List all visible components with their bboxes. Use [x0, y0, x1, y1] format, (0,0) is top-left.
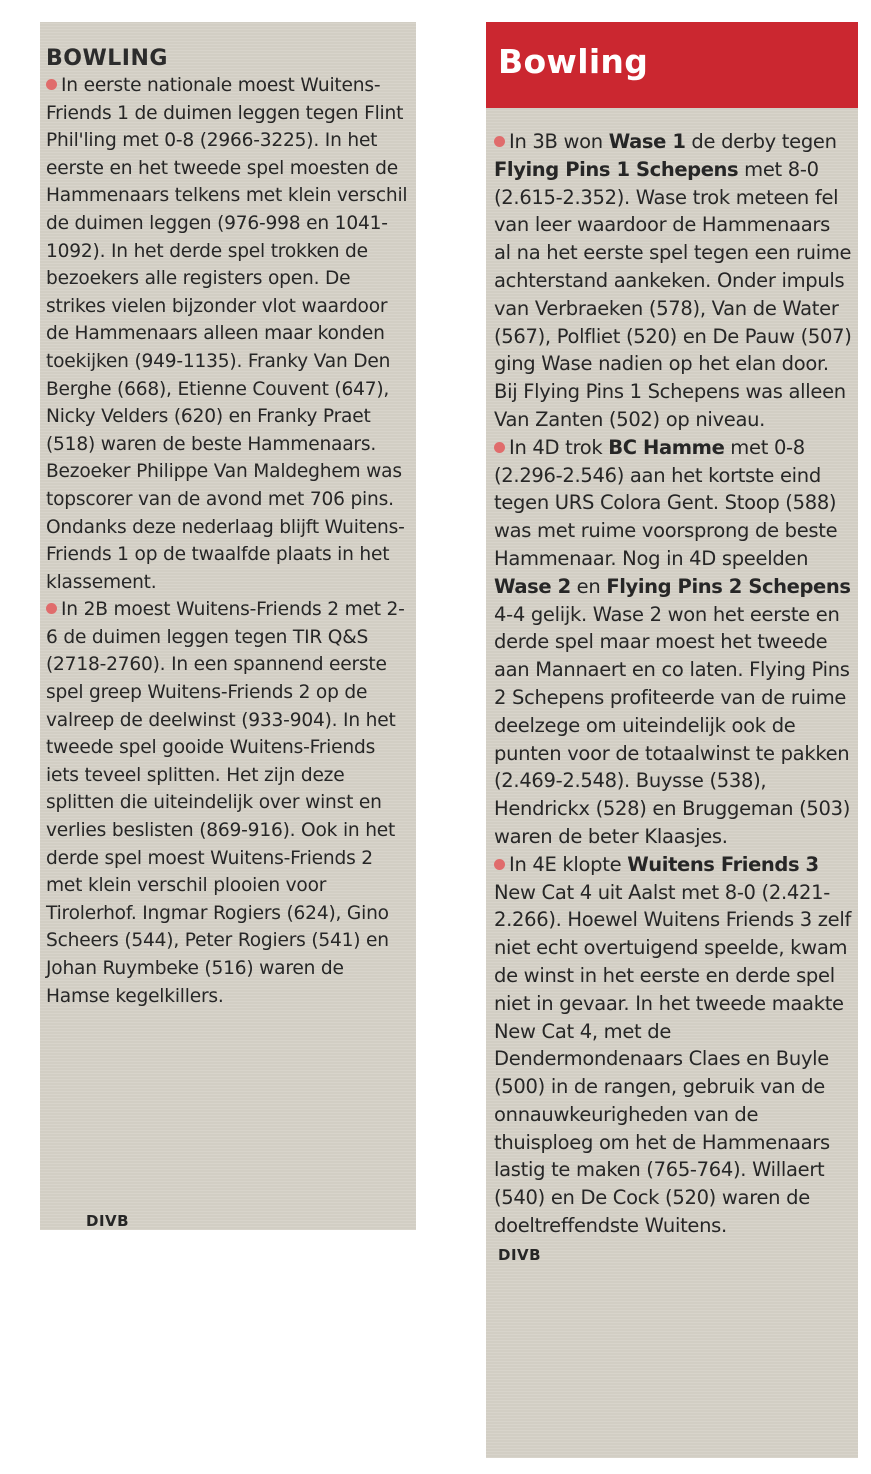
bullet-icon — [494, 859, 505, 870]
left-article-clipping — [40, 22, 416, 1230]
team-name: Flying Pins 1 Schepens — [494, 157, 739, 181]
right-paragraph-3 — [494, 851, 852, 1240]
text-run: en — [570, 574, 607, 598]
title-banner — [486, 22, 858, 108]
team-name: BC Hamme — [608, 435, 725, 459]
bullet-icon — [46, 79, 57, 90]
team-name: Wase 1 — [608, 130, 686, 153]
left-paragraph-2-text: In 2B moest Wuitens-Friends 2 met 2-6 de duimen leggen tegen TIR Q&S (2718-2760). In een spannend eerste spel greep Wuitens-Friends 2 op de valreep de deelwinst (933-904). In het tweede spel gooide Wuitens-Friends iets teveel splitten. Het zijn deze splitten die uiteindelijk over winst en verlies beslisten (869-916). Ook in het derde spel moest Wuitens-Friends 2 met klein verschil plooien voor Tirolerhof. Ingmar Rogiers (624), Gino Scheers (544), Peter Rogiers (541) en Johan Ruymbeke (516) waren de Hamse kegelkillers. — [46, 599, 405, 1007]
right-paragraph-1 — [494, 128, 852, 434]
right-paragraph-2 — [494, 434, 852, 851]
team-name: Wuitens Friends 3 — [627, 852, 819, 876]
right-article-title: Bowling — [498, 42, 649, 81]
right-article-body — [486, 108, 858, 1264]
left-paragraph-1 — [46, 72, 408, 596]
bullet-icon — [46, 603, 57, 614]
bullet-icon — [494, 136, 505, 147]
right-article-clipping — [486, 22, 858, 1458]
text-run: met 0-8 (2.296-2.546) aan het kortste eind tegen URS Colora Gent. Stoop (588) was met ruime voorsprong de beste Hammenaar. Nog in 4D speelden — [494, 435, 838, 570]
text-run: In 3B won — [509, 130, 609, 153]
text-run: New Cat 4 uit Aalst met 8-0 (2.421-2.266). Hoewel Wuitens Friends 3 zelf niet echt overtuigend speelde, kwam de winst in het eerste en derde spel niet in gevaar. In het tweede maakte New Cat 4, met de Dendermondenaars Claes en Buyle (500) in de rangen, gebruik van de onnauwkeurigheden van de thuisploeg om het de Hammenaars lastig te maken (765-764). Willaert (540) en De Cock (520) waren de doeltreffendste Wuitens. — [494, 880, 852, 1238]
text-run: de derby tegen — [685, 130, 837, 153]
text-run: 4-4 gelijk. Wase 2 won het eerste en derde spel maar moest het tweede aan Mannaert en co laten. Flying Pins 2 Schepens profiteerde van de ruime deelzege om uiteindelijk ook de punten voor de totaalwinst te pakken (2.469-2.548). Buysse (538), Hendrickx (528) en Bruggeman (503) waren de beter Klaasjes. — [494, 602, 851, 848]
left-article-title: BOWLING — [46, 46, 168, 71]
left-article-signature: DIVB — [86, 1212, 130, 1230]
bullet-icon — [494, 442, 505, 453]
text-run: met 8-0 (2.615-2.352). Wase trok meteen fel van leer waardoor de Hammenaars al na het eerste spel tegen een ruime achterstand aankeken. Onder impuls van Verbraeken (578), Van de Water (567), Polfliet (520) en De Pauw (507) ging Wase nadien op het elan door. Bij Flying Pins 1 Schepens was alleen Van Zanten (502) op niveau. — [494, 157, 852, 431]
left-article-body — [46, 72, 408, 1010]
left-paragraph-2 — [46, 596, 408, 1010]
text-run: In 4E klopte — [509, 852, 628, 876]
text-run: In 4D trok — [509, 435, 609, 459]
left-paragraph-1-text: In eerste nationale moest Wuitens-Friends 1 de duimen leggen tegen Flint Phil'ling met 0-8 (2966-3225). In het eerste en het tweede spel moesten de Hammenaars telkens met klein verschil de duimen leggen (976-998 en 1041-1092). In het derde spel trokken de bezoekers alle registers open. De strikes vielen bijzonder vlot waardoor de Hammenaars alleen maar konden toekijken (949-1135). Franky Van Den Berghe (668), Etienne Couvent (647), Nicky Velders (620) en Franky Praet (518) waren de beste Hammenaars. Bezoeker Philippe Van Maldeghem was topscorer van de avond met 706 pins. Ondanks deze nederlaag blijft Wuitens-Friends 1 op de twaalfde plaats in het klassement. — [46, 75, 408, 593]
team-name: Flying Pins 2 Schepens — [606, 574, 851, 598]
team-name: Wase 2 — [494, 574, 571, 598]
right-article-signature: DIVB — [498, 1245, 542, 1264]
